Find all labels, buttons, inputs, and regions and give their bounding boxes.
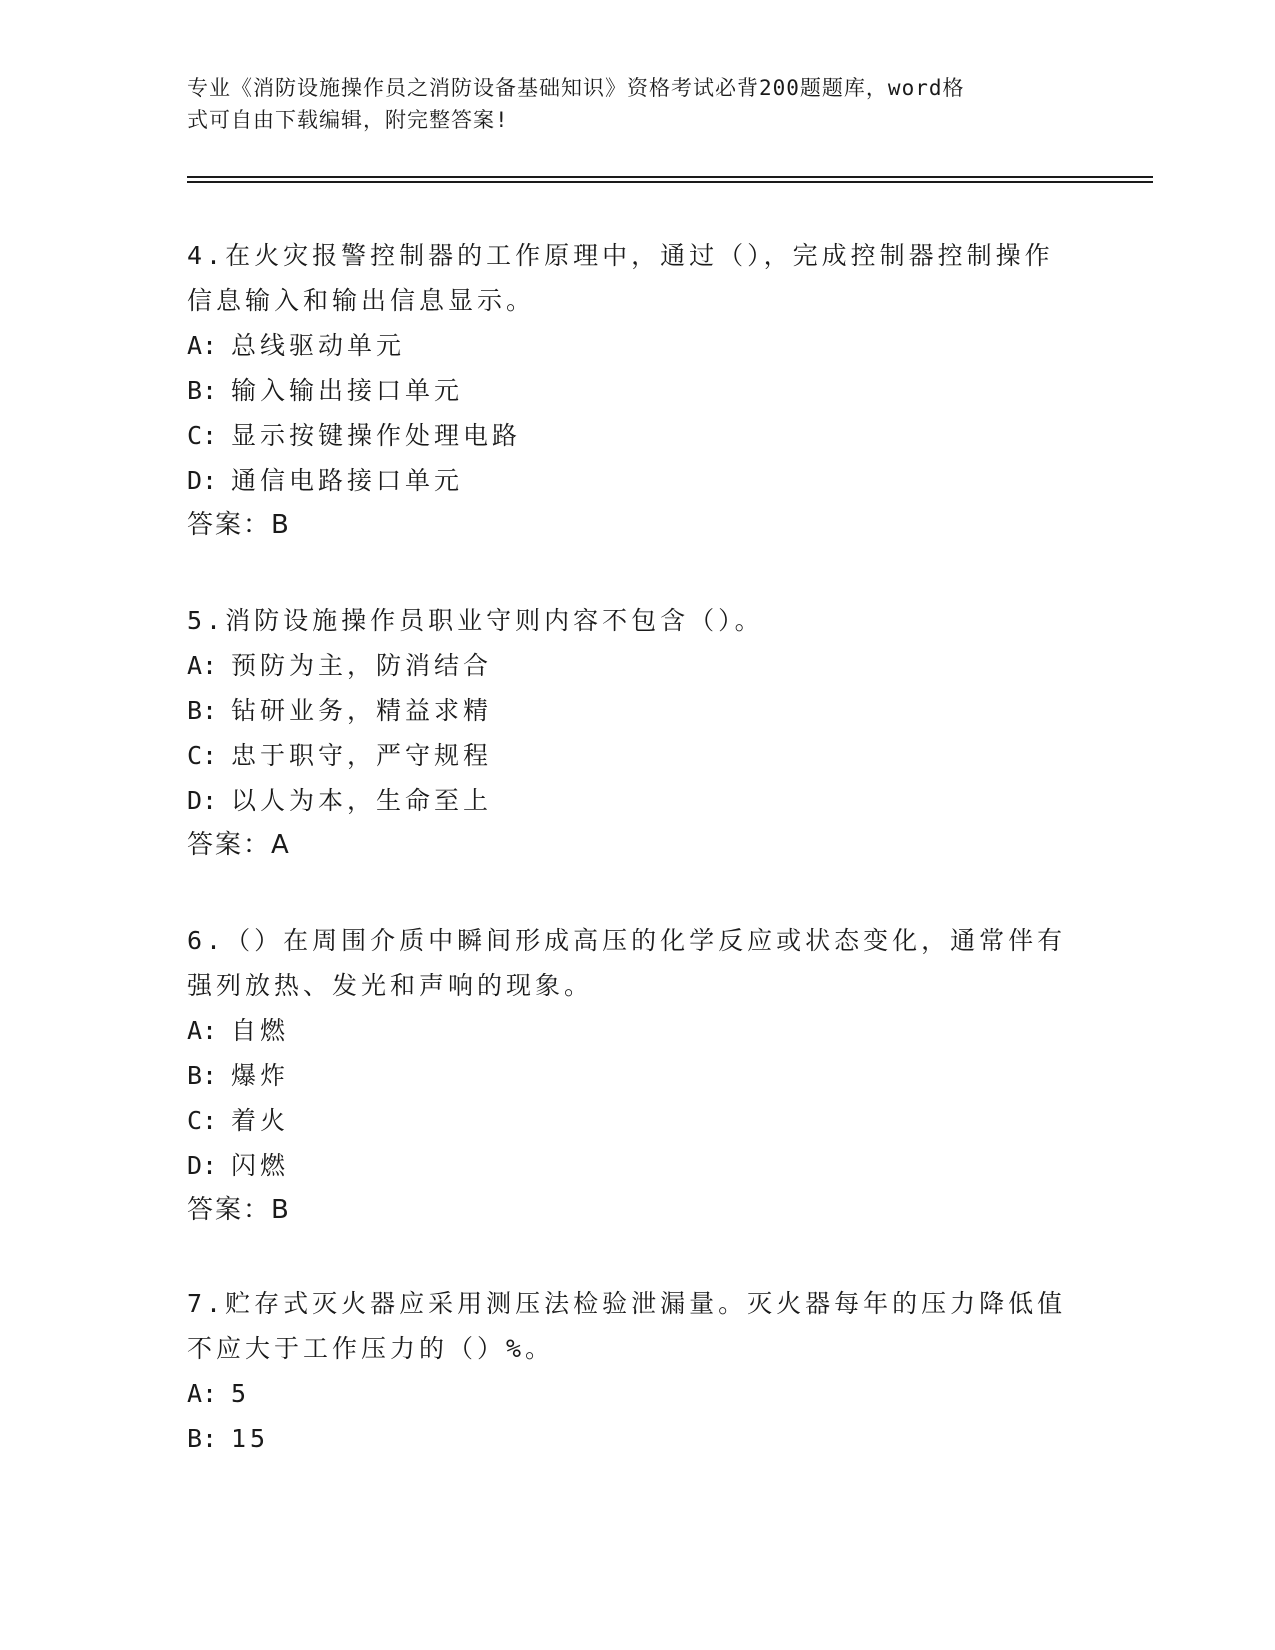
option-letter: C: [187,1106,218,1135]
option-letter: B: [187,1061,218,1090]
option-b [187,1416,1067,1461]
option-c [187,1098,1067,1143]
option-letter: D: [187,466,218,495]
option-text: 通信电路接口单元 [231,466,464,495]
header-line-1: 专业《消防设施操作员之消防设备基础知识》资格考试必背200题题库，word格 [187,76,965,100]
option-text: 忠于职守，严守规程 [231,741,493,770]
option-letter: D: [187,1151,218,1180]
option-text: 总线驱动单元 [231,331,406,360]
option-text: 输入输出接口单元 [231,376,464,405]
option-text: 15 [231,1424,270,1453]
answer-line: 答案：B [187,1195,291,1225]
option-letter: B: [187,696,218,725]
option-letter: B: [187,376,218,405]
question-stem: 4.在火灾报警控制器的工作原理中，通过（），完成控制器控制操作信息输入和输出信息显示。 [187,241,1054,315]
option-text: 爆炸 [231,1061,290,1090]
option-text: 自燃 [231,1016,290,1045]
option-letter: A: [187,651,218,680]
question-stem: 7.贮存式灭火器应采用测压法检验泄漏量。灭火器每年的压力降低值不应大于工作压力的（）%。 [187,1289,1067,1363]
question-stem: 6.（）在周围介质中瞬间形成高压的化学反应或状态变化，通常伴有强列放热、发光和声响的现象。 [187,926,1067,1000]
option-d [187,778,1067,823]
option-a [187,1371,1067,1416]
option-a [187,1008,1067,1053]
document-header [187,72,1067,136]
option-d [187,1143,1067,1188]
option-a [187,643,1067,688]
option-a [187,323,1067,368]
question-stem: 5.消防设施操作员职业守则内容不包含（）。 [187,606,764,635]
question-block [187,233,1067,548]
option-letter: A: [187,1379,218,1408]
option-text: 钻研业务，精益求精 [231,696,493,725]
option-letter: D: [187,786,218,815]
option-b [187,1053,1067,1098]
option-letter: C: [187,741,218,770]
option-letter: C: [187,421,218,450]
option-d [187,458,1067,503]
answer-line: 答案：B [187,510,291,540]
option-letter: A: [187,1016,218,1045]
option-text: 5 [231,1379,251,1408]
option-text: 着火 [231,1106,290,1135]
option-c [187,413,1067,458]
question-block [187,918,1067,1233]
option-text: 显示按键操作处理电路 [231,421,522,450]
option-letter: A: [187,331,218,360]
option-text: 以人为本，生命至上 [231,786,493,815]
option-letter: B: [187,1424,218,1453]
option-b [187,688,1067,733]
question-block [187,598,1067,868]
question-block [187,1281,1067,1461]
option-text: 预防为主，防消结合 [231,651,493,680]
option-text: 闪燃 [231,1151,290,1180]
option-b [187,368,1067,413]
header-line-2: 式可自由下载编辑，附完整答案! [187,108,509,132]
header-divider-top [187,176,1153,178]
option-c [187,733,1067,778]
answer-line: 答案：A [187,830,291,860]
header-divider-bottom [187,181,1153,183]
